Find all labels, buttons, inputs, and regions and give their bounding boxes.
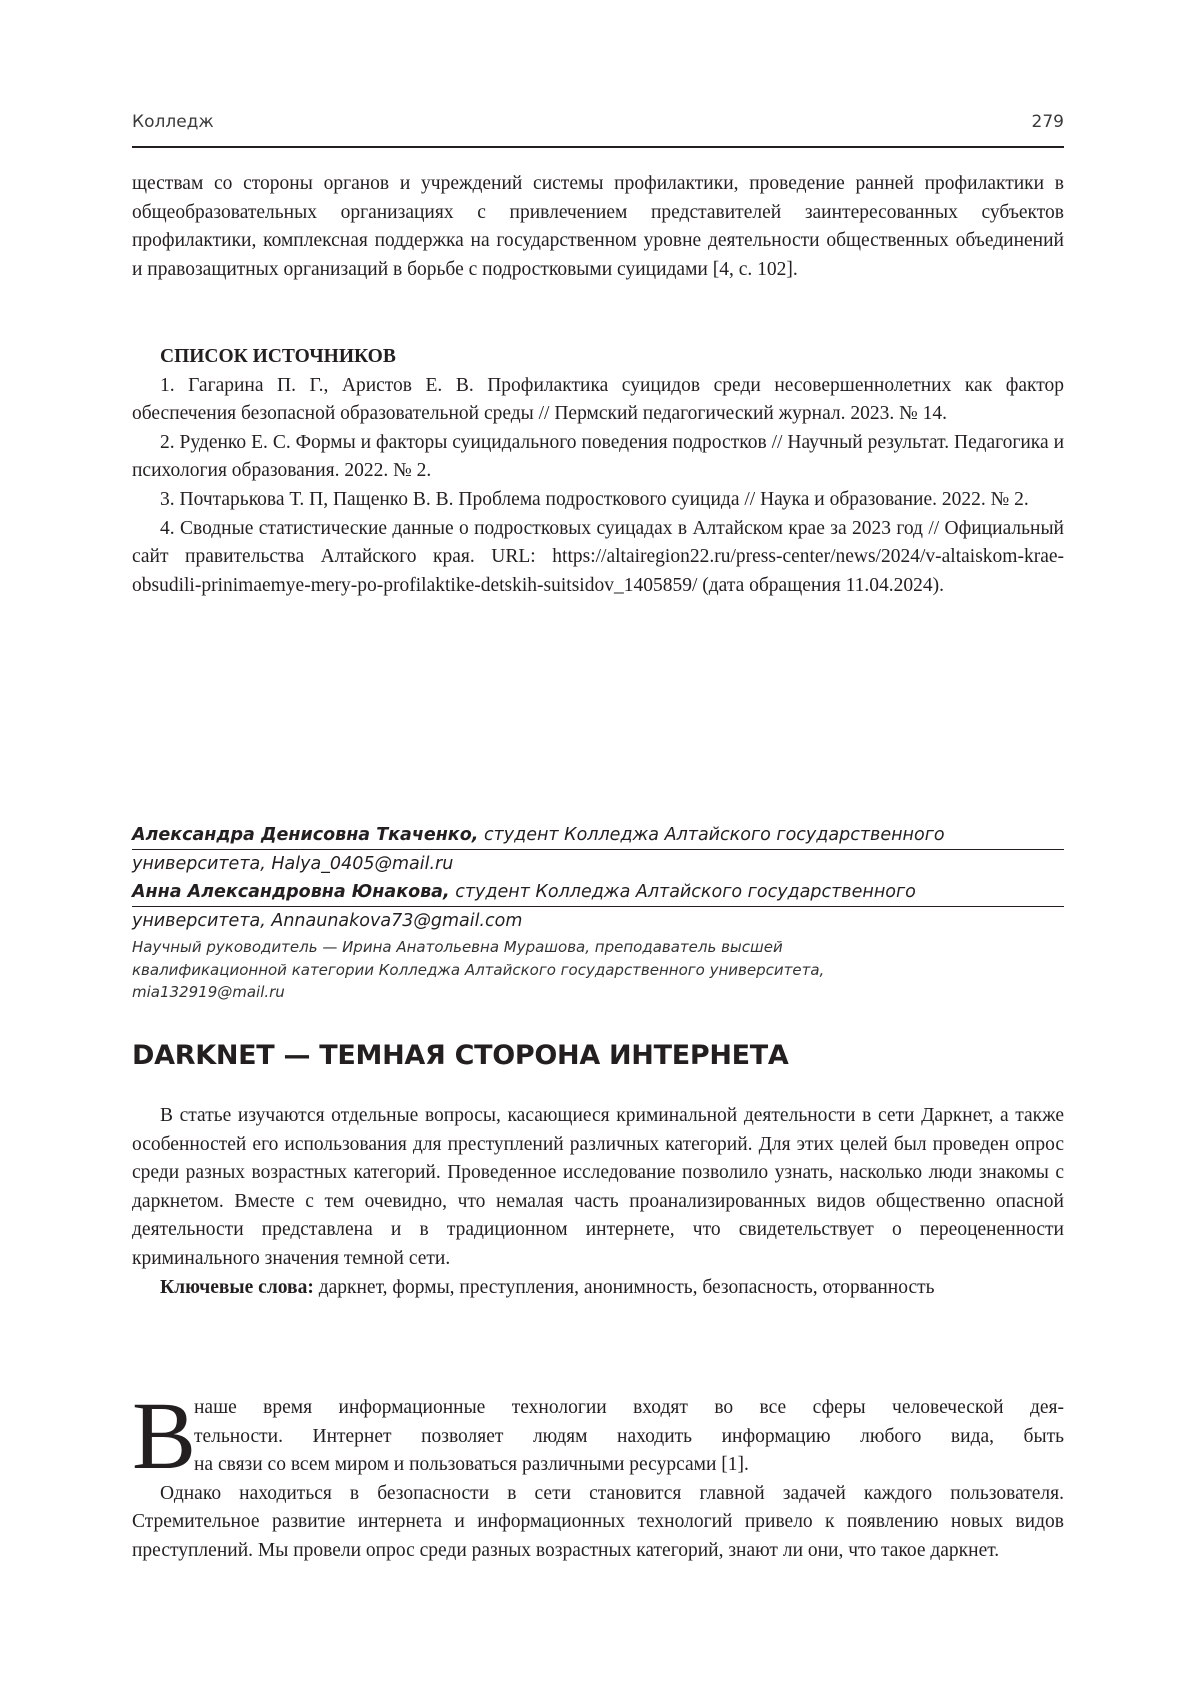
supervisor-note (132, 936, 932, 1004)
author-line (132, 878, 1064, 907)
reference-item: 3. Почтарькова Т. П, Пащенко В. В. Проблема подросткового суицида // Наука и образование. 2022. № 2. (160, 488, 1029, 510)
references-title: СПИСОК ИСТОЧНИКОВ (160, 346, 396, 367)
abstract-paragraph: В статье изучаются отдельные вопросы, касающиеся криминальной деятельности в сети Даркнет, а также особенностей его использования для преступлений различных категорий. Для этих целей был проведен опрос среди разных возрастных категорий. Проведенное исследование позволило узнать, насколько люди знакомы с даркнетом. Вместе с тем очевидно, что немалая часть проанализированных видов общественно опасной деятельности представлена и в традиционном интернете, что свидетельствует о переоцененности криминального значения темной сети. (132, 1105, 1064, 1269)
page-number: 279 (1031, 112, 1064, 132)
author-contact: университета, Annaunakova73@gmail.com (132, 911, 523, 931)
previous-article-ending (132, 170, 1064, 284)
keywords-list: даркнет, формы, преступления, анонимность, безопасность, оторванность (313, 1276, 935, 1298)
author-name: Александра Денисовна Ткаченко, (132, 825, 479, 845)
running-header (132, 108, 1064, 148)
reference-item: 2. Руденко Е. С. Формы и факторы суицидального поведения подростков // Научный результат. Педагогика и психология образования. 2022. № 2. (132, 431, 1064, 482)
author-affiliation: студент Колледжа Алтайского государственного (478, 825, 945, 845)
intro-line: тельности. Интернет позволяет людям находить информацию любого вида, быть (194, 1425, 1064, 1447)
author-line (132, 821, 1064, 850)
author-affiliation: студент Колледжа Алтайского государственного (449, 882, 916, 902)
keywords-label: Ключевые слова: (160, 1276, 314, 1298)
continuation-paragraph: ществам со стороны органов и учреждений системы профилактики, проведение ранней профилактики в общеобразовательных организациях с привлечением представителей заинтересованных субъектов профилактики, комплексная поддержка на государственном уровне деятельности общественных объединений и правозащитных организаций в борьбе с подростковыми суицидами [4, с. 102]. (132, 173, 1064, 280)
intro-line: наше время информационные технологии входят во все сферы человеческой дея- (194, 1397, 1064, 1418)
references-section (132, 343, 1064, 600)
supervisor-line: mia132919@mail.ru (132, 983, 285, 1001)
author-name: Анна Александровна Юнакова, (132, 882, 450, 902)
intro-line: на связи со всем миром и пользоваться различными ресурсами [1]. (194, 1454, 749, 1476)
article-title: DARKNET — ТЕМНАЯ СТОРОНА ИНТЕРНЕТА (132, 1040, 789, 1071)
abstract-section (132, 1102, 1064, 1302)
journal-title: Колледж (132, 112, 214, 132)
author-contact: университета, Halya_0405@mail.ru (132, 854, 454, 874)
author-block (132, 821, 1064, 935)
drop-cap: В (132, 1382, 197, 1489)
article-body (132, 1382, 1064, 1566)
body-paragraph: Однако находиться в безопасности в сети становится главной задачей каждого пользователя. Стремительное развитие интернета и информационных технологий привело к появлению новых видов преступлений. Мы провели опрос среди разных возрастных категорий, знают ли они, что такое даркнет. (132, 1482, 1064, 1561)
intro-paragraph (132, 1382, 1064, 1489)
keywords-paragraph (132, 1274, 1064, 1303)
reference-item: 1. Гагарина П. Г., Аристов Е. В. Профилактика суицидов среди несовершеннолетних как фактор обеспечения безопасной образовательной среды // Пермский педагогический журнал. 2023. № 14. (132, 374, 1064, 425)
supervisor-line: квалификационной категории Колледжа Алтайского государственного университета, (132, 960, 825, 979)
supervisor-line: Научный руководитель — Ирина Анатольевна Мурашова, преподаватель высшей (132, 938, 783, 956)
reference-item: 4. Сводные статистические данные о подростковых суицадах в Алтайском крае за 2023 год // Официальный сайт правительства Алтайского края. URL: https://altairegion22.ru/press-center/news/2024/v-altaiskom-krae-obsudili-prinimaemye-mery-po-profilaktike-detskih-suitsidov_1405859/ (дата обращения 11.04.2024). (132, 517, 1064, 596)
